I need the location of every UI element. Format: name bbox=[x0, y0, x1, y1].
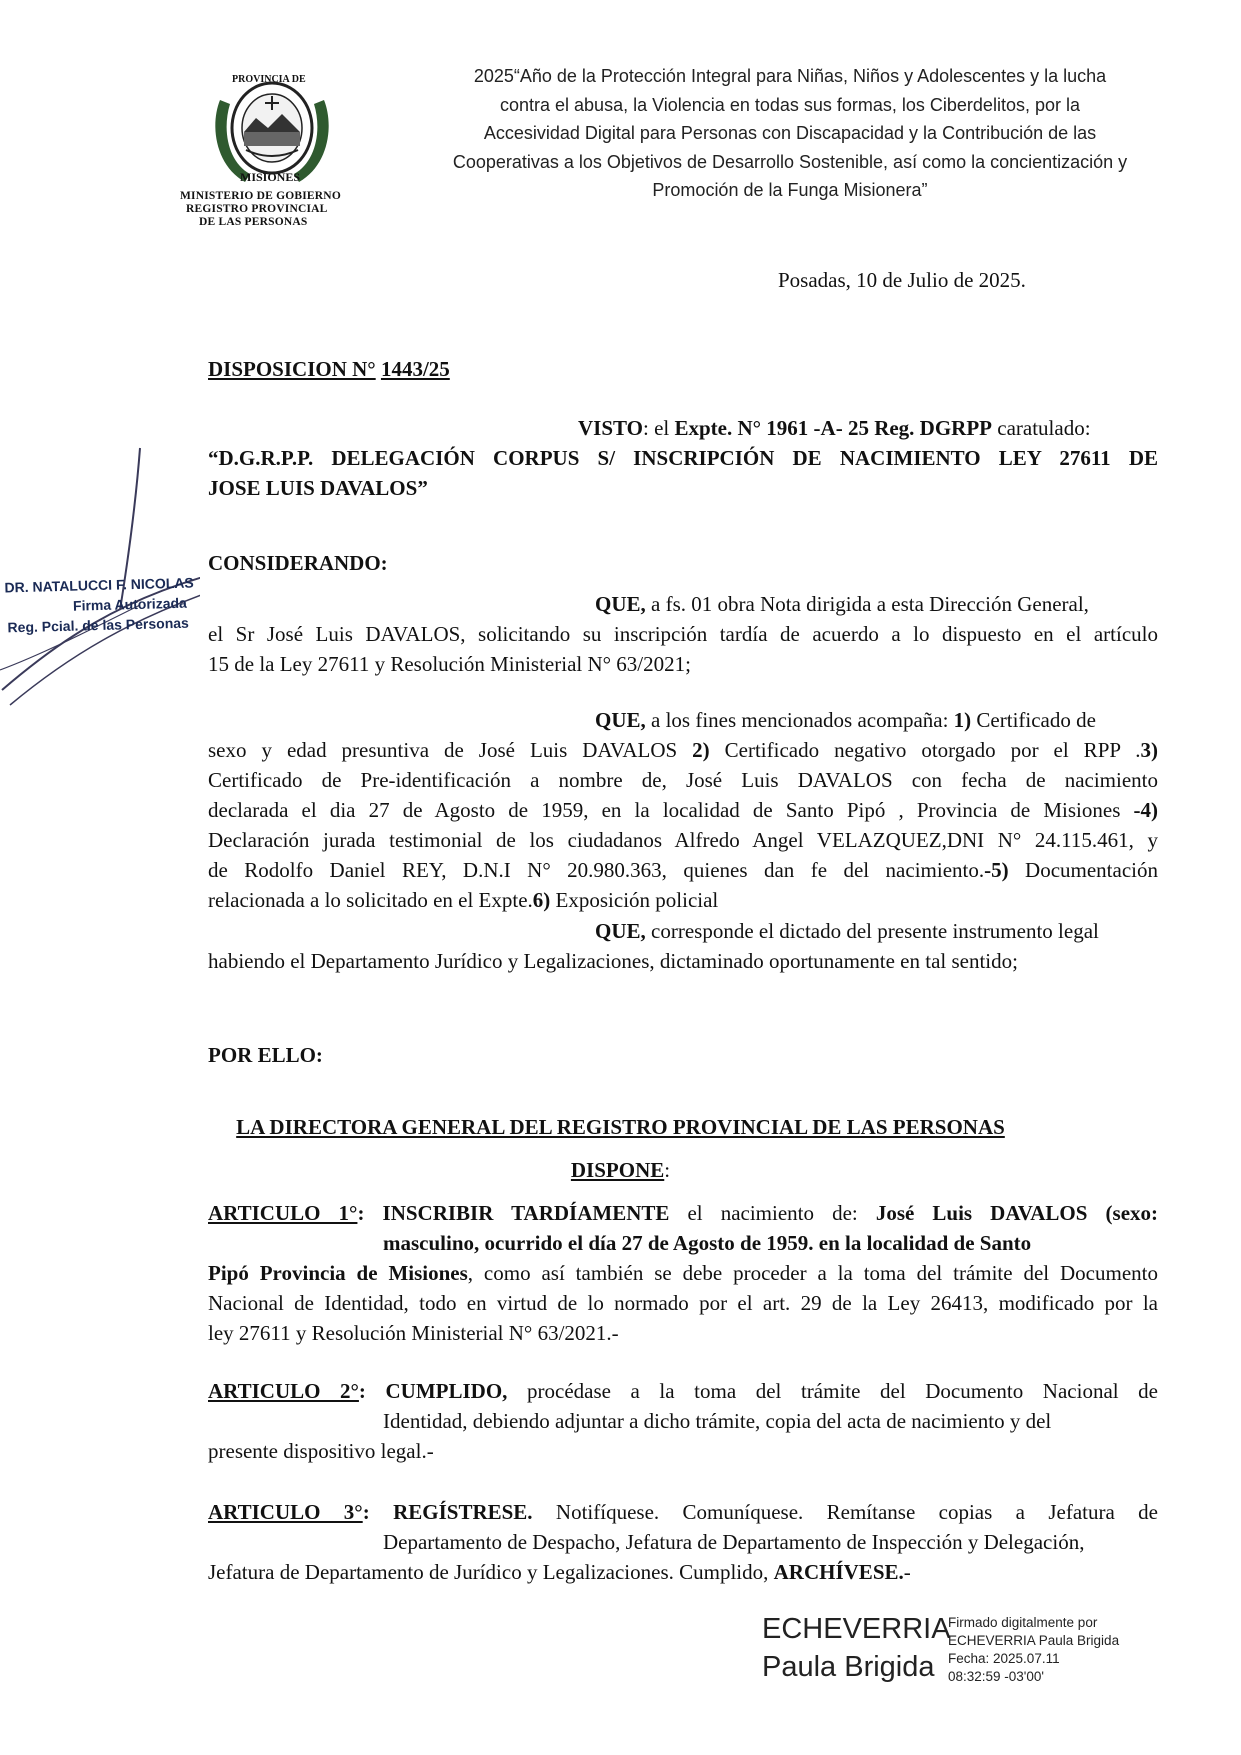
considerando-heading bbox=[208, 548, 388, 578]
dispone-label: DISPONE bbox=[570, 1158, 665, 1182]
article-text: procédase a la toma del trámite del Documento Nacional de bbox=[507, 1379, 1158, 1403]
article-bold: José Luis DAVALOS (sexo: bbox=[875, 1201, 1159, 1225]
que-text: Exposición policial bbox=[550, 888, 719, 912]
item-number: 6) bbox=[532, 888, 551, 912]
authority-line bbox=[0, 1112, 1241, 1142]
dispone-colon: : bbox=[664, 1158, 671, 1182]
authority-title: LA DIRECTORA GENERAL DEL REGISTRO PROVINCIAL DE LAS PERSONAS bbox=[236, 1115, 1005, 1139]
signature-info-line: Firmado digitalmente por bbox=[948, 1615, 1098, 1630]
authorization-stamp bbox=[4, 573, 195, 638]
disposition-label: DISPOSICION N° bbox=[208, 357, 376, 381]
article-label: ARTICULO 2° bbox=[208, 1379, 359, 1403]
article-colon: : bbox=[362, 1500, 370, 1524]
article-text: Departamento de Despacho, Jefatura de Departamento de Inspección y Delegación, bbox=[383, 1530, 1085, 1554]
motto-line: Cooperativas a los Objetivos de Desarrollo Sostenible, así como la concientización y bbox=[452, 151, 1128, 172]
article-text: Identidad, debiendo adjuntar a dicho trámite, copia del acta de nacimiento y del bbox=[383, 1409, 1052, 1433]
emblem-bottom-text: MISIONES bbox=[240, 170, 301, 184]
article-colon: : bbox=[358, 1379, 366, 1403]
que-label: QUE, bbox=[595, 592, 646, 616]
article-bold: ARCHÍVESE. bbox=[773, 1560, 904, 1584]
visto-text: caratulado: bbox=[992, 416, 1091, 440]
article-bold: masculino, ocurrido el día 27 de Agosto de 1959. en la localidad de Santo bbox=[383, 1231, 1032, 1255]
ministry-line: DE LAS PERSONAS bbox=[199, 216, 308, 228]
visto-title: JOSE LUIS DAVALOS” bbox=[208, 476, 428, 500]
stamp-line: DR. NATALUCCI F. NICOLAS bbox=[4, 574, 194, 596]
article-text: Nacional de Identidad, todo en virtud de lo normado por el art. 29 de la Ley 26413, modificado por la bbox=[208, 1291, 1158, 1315]
que-text: Certificado de bbox=[971, 708, 1096, 732]
dispone-line bbox=[0, 1155, 1241, 1185]
por-ello bbox=[208, 1040, 323, 1070]
digital-signature-name bbox=[762, 1610, 951, 1686]
que-text: Declaración jurada testimonial de los ciudadanos Alfredo Angel VELAZQUEZ,DNI N° 24.115.461, y bbox=[208, 828, 1158, 852]
visto-text: : el bbox=[642, 416, 675, 440]
article-text: - bbox=[903, 1560, 911, 1584]
que-text: a los fines mencionados acompaña: bbox=[645, 708, 954, 732]
item-number: -5) bbox=[984, 858, 1009, 882]
que-text: el Sr José Luis DAVALOS, solicitando su inscripción tardía de acuerdo a lo dispuesto en el artículo bbox=[208, 622, 1158, 646]
article-bold: REGÍSTRESE. bbox=[369, 1500, 533, 1524]
disposition-number: 1443/25 bbox=[380, 357, 450, 381]
signer-given-names: Paula Brigida bbox=[762, 1651, 935, 1683]
document-date: Posadas, 10 de Julio de 2025. bbox=[778, 268, 1026, 292]
article-bold: CUMPLIDO, bbox=[365, 1379, 508, 1403]
que-text: corresponde el dictado del presente instrumento legal bbox=[645, 919, 1099, 943]
article-bold: Pipó Provincia de Misiones bbox=[208, 1261, 468, 1285]
article-bold: INSCRIBIR TARDÍAMENTE bbox=[364, 1201, 670, 1225]
motto-line: 2025“Año de la Protección Integral para Niñas, Niños y Adolescentes y la lucha bbox=[473, 66, 1107, 86]
article-2 bbox=[208, 1376, 1158, 1466]
que-label: QUE, bbox=[595, 708, 646, 732]
visto-title: “D.G.R.P.P. DELEGACIÓN CORPUS S/ INSCRIPCIÓN DE NACIMIENTO LEY 27611 DE bbox=[208, 446, 1158, 470]
por-ello-label: POR ELLO: bbox=[208, 1043, 323, 1067]
article-3 bbox=[208, 1497, 1158, 1587]
item-number: 3) bbox=[1140, 738, 1158, 762]
article-colon: : bbox=[357, 1201, 365, 1225]
item-number: 2) bbox=[692, 738, 710, 762]
article-text: presente dispositivo legal.- bbox=[208, 1439, 434, 1463]
que-text: Documentación bbox=[1008, 858, 1158, 882]
article-text: Jefatura de Departamento de Jurídico y Legalizaciones. Cumplido, bbox=[208, 1560, 774, 1584]
que-text: Certificado negativo otorgado por el RPP . bbox=[709, 738, 1141, 762]
disposition-title bbox=[208, 357, 450, 382]
item-number: -4) bbox=[1133, 798, 1158, 822]
que-text: relacionada a lo solicitado en el Expte. bbox=[208, 888, 533, 912]
signature-info-line: ECHEVERRIA Paula Brigida bbox=[948, 1633, 1120, 1648]
article-text: el nacimiento de: bbox=[669, 1201, 876, 1225]
signer-surname: ECHEVERRIA bbox=[762, 1613, 951, 1645]
que-text: 15 de la Ley 27611 y Resolución Ministerial N° 63/2021; bbox=[208, 652, 691, 676]
ministry-line: REGISTRO PROVINCIAL bbox=[186, 203, 328, 215]
stamp-line: Reg. Pcial. de las Personas bbox=[7, 614, 190, 636]
emblem-top-text: PROVINCIA DE bbox=[232, 74, 306, 85]
item-number: 1) bbox=[953, 708, 972, 732]
que-3 bbox=[208, 916, 1158, 976]
visto-section bbox=[208, 413, 1158, 503]
que-text: sexo y edad presuntiva de José Luis DAVALOS bbox=[208, 738, 693, 762]
considerando-label: CONSIDERANDO: bbox=[208, 551, 388, 575]
que-text: Certificado de Pre-identificación a nombre de, José Luis DAVALOS con fecha de nacimiento bbox=[208, 768, 1158, 792]
motto-line: Accesividad Digital para Personas con Discapacidad y la Contribución de las bbox=[483, 123, 1097, 143]
que-text: declarada el dia 27 de Agosto de 1959, en la localidad de Santo Pipó , Provincia de Misiones bbox=[208, 798, 1134, 822]
signature-divider bbox=[938, 1612, 939, 1732]
motto-line: contra el abusa, la Violencia en todas sus formas, los Ciberdelitos, por la bbox=[500, 94, 1080, 115]
article-text: ley 27611 y Resolución Ministerial N° 63/2021.- bbox=[208, 1321, 619, 1345]
que-label: QUE, bbox=[595, 919, 646, 943]
article-label: ARTICULO 1° bbox=[208, 1201, 358, 1225]
que-text: de Rodolfo Daniel REY, D.N.I N° 20.980.363, quienes dan fe del nacimiento. bbox=[208, 858, 985, 882]
ministry-block bbox=[180, 190, 341, 229]
que-text: habiendo el Departamento Jurídico y Legalizaciones, dictaminado oportunamente en tal sentido; bbox=[208, 949, 1018, 973]
article-label: ARTICULO 3° bbox=[208, 1500, 363, 1524]
signature-info-line: 08:32:59 -03'00' bbox=[948, 1669, 1044, 1684]
digital-signature-info bbox=[948, 1614, 1119, 1686]
stamp-line: Firma Autorizada bbox=[72, 594, 188, 614]
visto-label: VISTO bbox=[578, 416, 643, 440]
ministry-line: MINISTERIO DE GOBIERNO bbox=[180, 190, 341, 202]
annual-motto bbox=[430, 62, 1150, 205]
motto-line: Promoción de la Funga Misionera” bbox=[652, 180, 928, 200]
signature-info-line: Fecha: 2025.07.11 bbox=[948, 1651, 1060, 1666]
que-text: a fs. 01 obra Nota dirigida a esta Dirección General, bbox=[645, 592, 1089, 616]
article-text: Notifíquese. Comuníquese. Remítanse copias a Jefatura de bbox=[532, 1500, 1158, 1524]
que-2 bbox=[208, 705, 1158, 915]
que-1 bbox=[208, 589, 1158, 679]
article-text: , como así también se debe proceder a la toma del trámite del Documento bbox=[467, 1261, 1158, 1285]
article-1 bbox=[208, 1198, 1158, 1348]
visto-expte: Expte. N° 1961 -A- 25 Reg. DGRPP bbox=[674, 416, 993, 440]
